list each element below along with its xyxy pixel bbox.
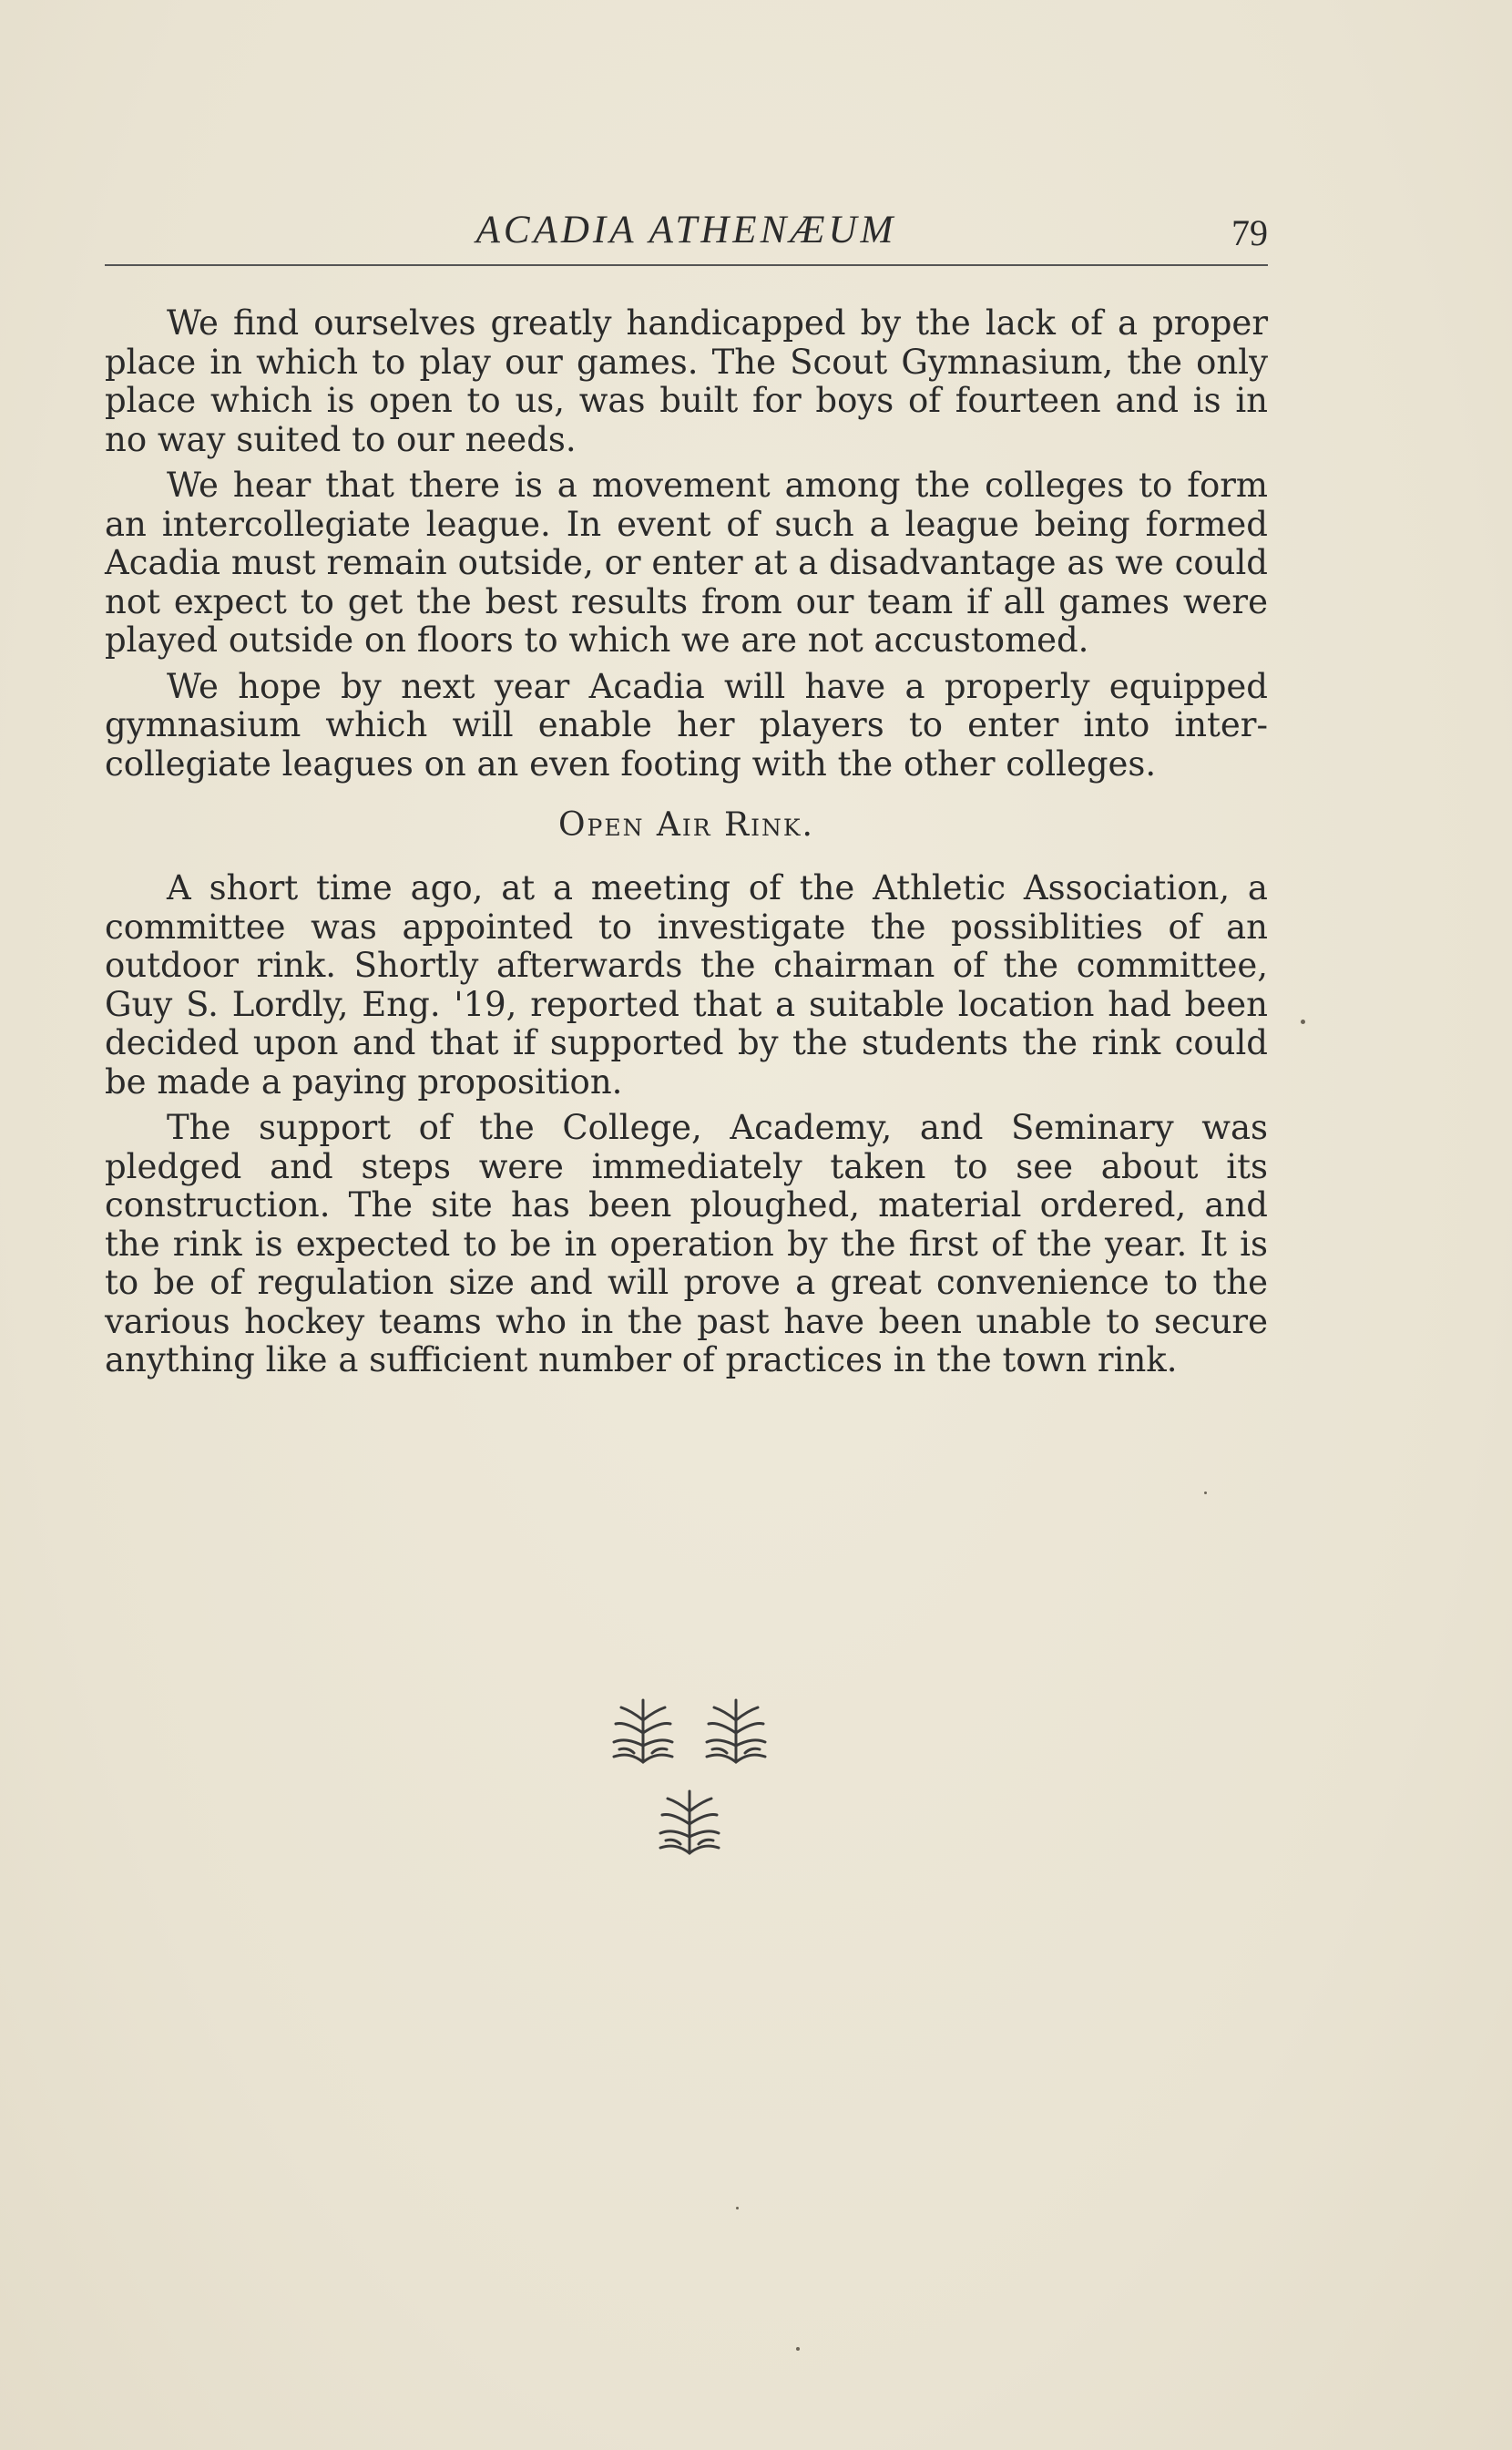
paragraph: We hear that there is a movement among the colleges to form an intercollegiate league. In event of such a league being formed Acadia must remain outside, or enter at a disadvantage as we could not expect to get the best results from our team if all games were played outside on floors to which we are not accustomed. [105,466,1268,660]
paper-speck [796,2347,800,2351]
running-header [105,202,1268,266]
leaf-ornament-icon [653,1784,726,1857]
paper-speck [736,2207,739,2209]
article-body [105,304,1268,1388]
paragraph: We find ourselves greatly handicapped by the lack of a proper place in which to play our games. The Scout Gymnasium, the only place which is open to us, was built for boys of fourteen and is in no way suited to our needs. [105,303,1268,459]
page-number: 79 [1231,212,1268,253]
leaf-ornament-icon [700,1693,772,1766]
paper-speck [1301,1020,1305,1024]
paragraph: We hope by next year Acadia will have a properly equipped gymnasium which will enable her players to enter into intercollegiate leagues on an even footing with the other colleges. [105,666,1268,784]
paragraph: The support of the College, Academy, and Seminary was pledged and steps were immediately taken to see about its construction. The site has been ploughed, material ordered, and the rink is expected to be in operation by the first of the year. It is to be of regulation size and will prove a great convenience to the various hockey teams who in the past have been unable to secure anything like a sufficient number of practices in the town rink. [105,1108,1268,1379]
paragraph: A short time ago, at a meeting of the Athletic Association, a committee was appointed to investigate the possiblities of an outdoor rink. Shortly afterwards the chairman of the committee, Guy S. Lordly, Eng. '19, reported that a suitable location had been decided upon and that if supported by the students the rink could be made a paying proposition. [105,868,1268,1102]
paper-speck [1204,1492,1207,1494]
leaf-ornament-icon [607,1693,679,1766]
ornament-group [0,1686,1512,1868]
section-heading: Open Air Rink. [557,806,815,844]
running-title: ACADIA ATHENÆUM [475,209,897,251]
